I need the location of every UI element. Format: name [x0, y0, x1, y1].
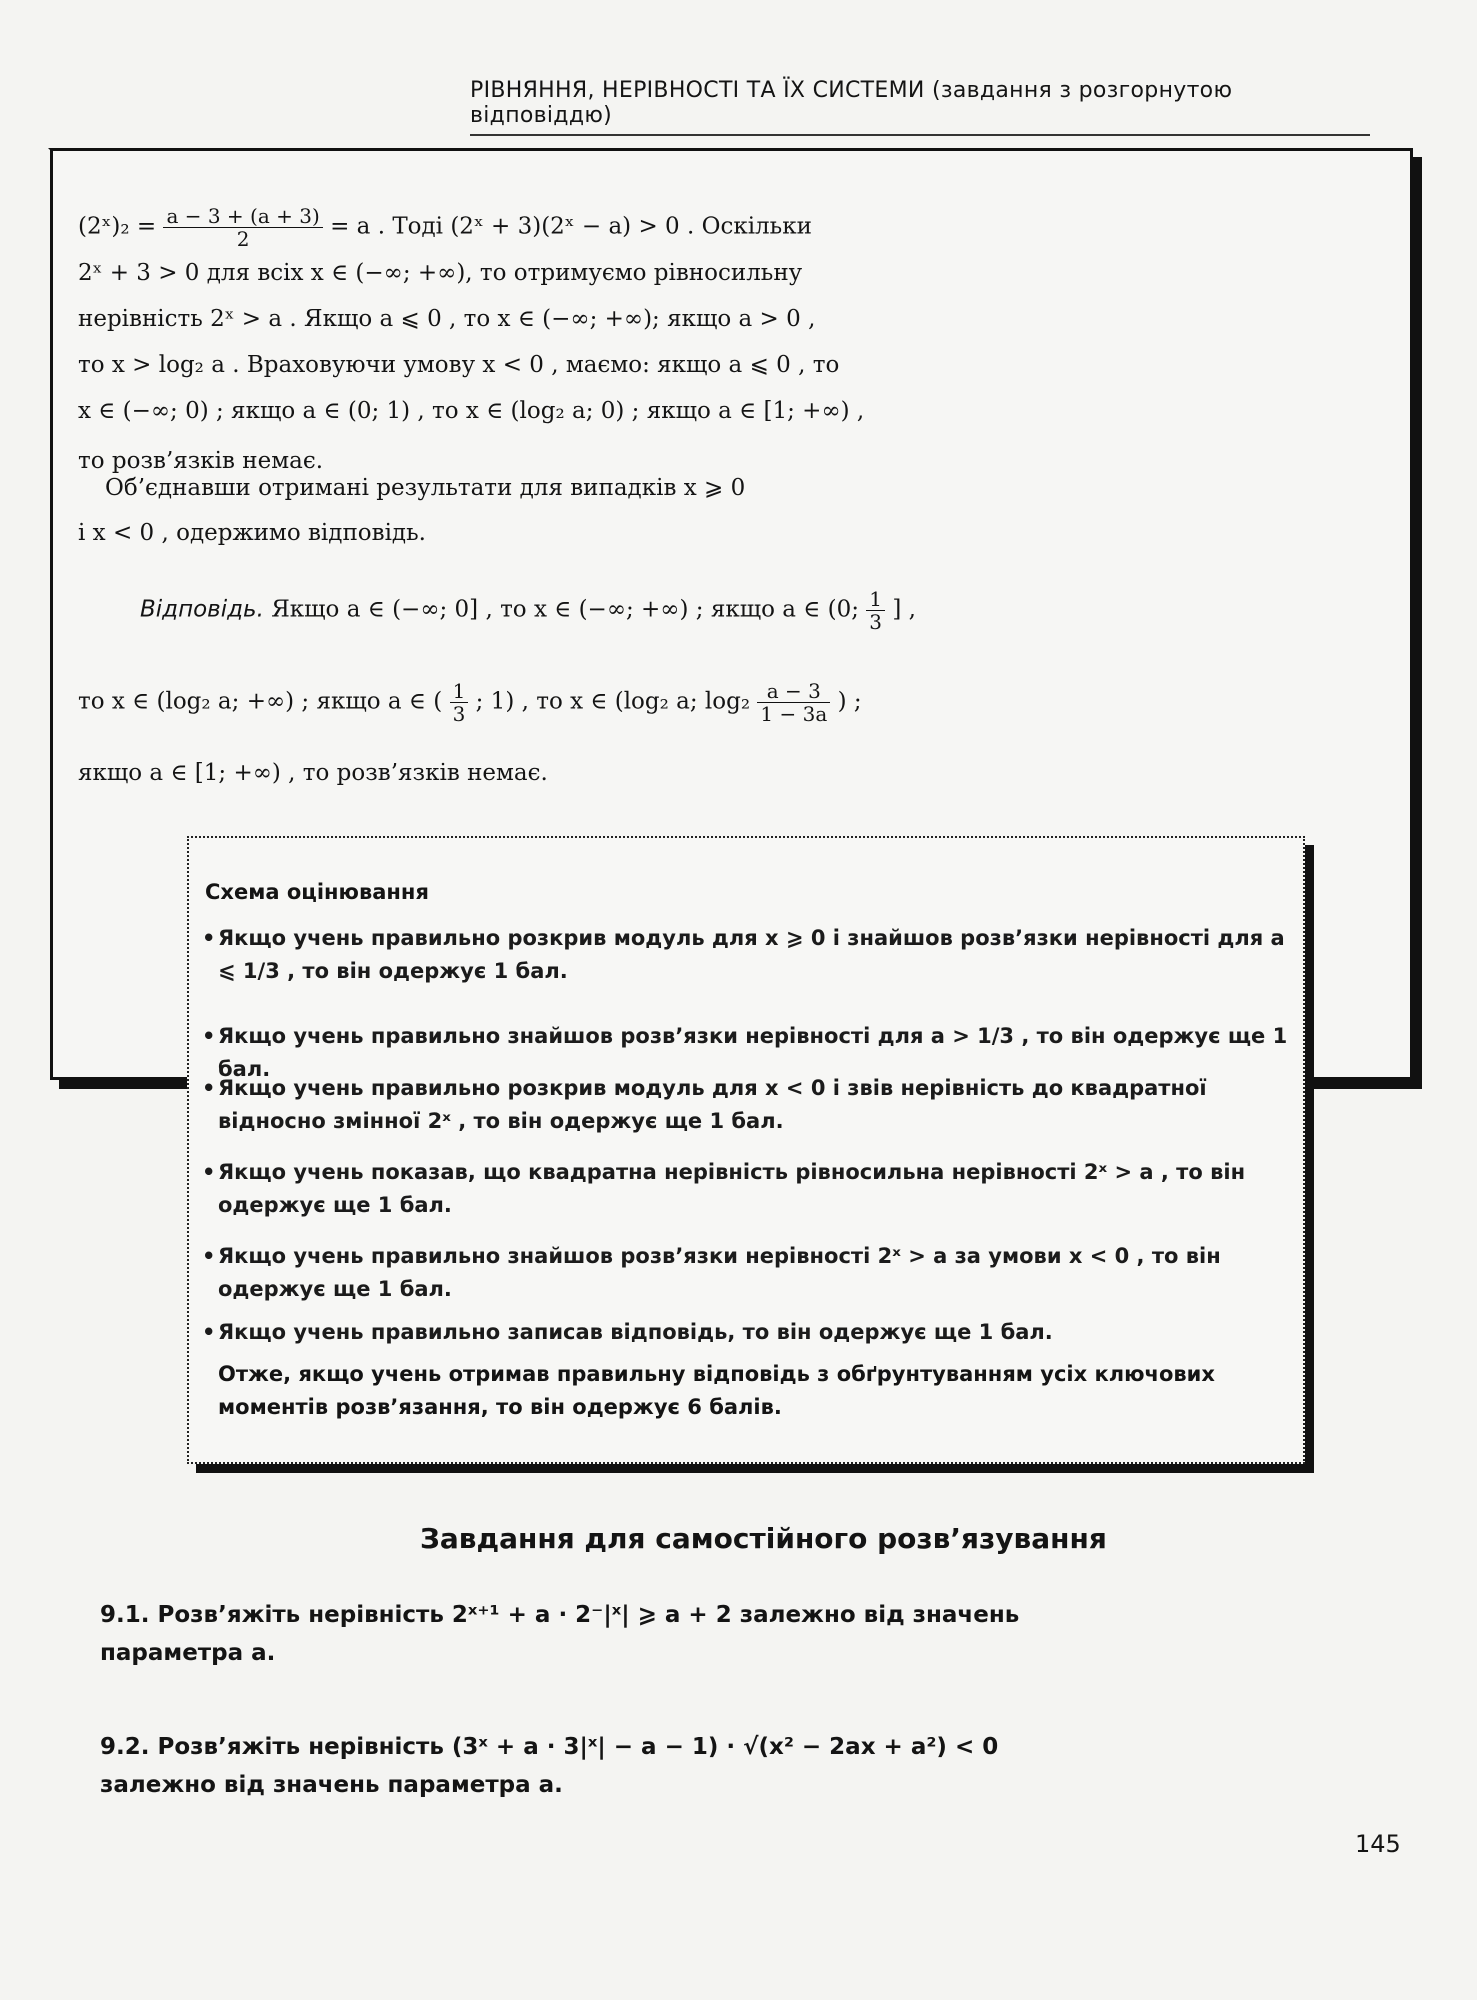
solution-line-1-post: = a . Тоді (2ˣ + 3)(2ˣ − a) > 0 . Оскільки: [330, 213, 812, 240]
page-header: РІВНЯННЯ, НЕРІВНОСТІ ТА ЇХ СИСТЕМИ (завдання з розгорнутою відповіддю): [470, 78, 1370, 136]
scheme-item: • Якщо учень показав, що квадратна нерівність рівносильна нерівності 2ˣ > a , то він одержує ще 1 бал.: [202, 1160, 1246, 1217]
scheme-item: • Якщо учень правильно розкрив модуль для x < 0 і звів нерівність до квадратної відносно змінної 2ˣ , то він одержує ще 1 бал.: [202, 1076, 1207, 1133]
fraction-numerator: 1: [450, 680, 469, 703]
solution-line-6: то розв’язків немає.: [78, 448, 324, 474]
answer-line-1-open: (0;: [827, 596, 859, 623]
scheme-item: • Якщо учень правильно знайшов розв’язки нерівності 2ˣ > a за умови x < 0 , то він одержує ще 1 бал.: [202, 1244, 1221, 1301]
answer-line-1-close: ] ,: [892, 596, 916, 623]
scheme-item-text: Якщо учень правильно знайшов розв’язки нерівності для a > 1/3 , то він одержує ще 1 бал.: [218, 1024, 1288, 1081]
fraction-numerator: a − 3: [757, 680, 830, 703]
answer-fraction-2: [450, 680, 469, 725]
scheme-item-text: Якщо учень показав, що квадратна нерівність рівносильна нерівності 2ˣ > a , то він одержує ще 1 бал.: [218, 1160, 1246, 1217]
solution-fraction: [163, 205, 322, 250]
grading-scheme-title: Схема оцінювання: [205, 880, 429, 904]
solution-line-5: x ∈ (−∞; 0) ; якщо a ∈ (0; 1) , то x ∈ (log₂ a; 0) ; якщо a ∈ [1; +∞) ,: [78, 398, 865, 424]
solution-line-8: і x < 0 , одержимо відповідь.: [78, 520, 426, 546]
fraction-numerator: a − 3 + (a + 3): [163, 205, 322, 228]
fraction-denominator: 2: [236, 227, 250, 251]
answer-line-2-post: ) ;: [837, 688, 862, 715]
answer-label: Відповідь.: [140, 596, 264, 623]
scheme-item-text: Якщо учень правильно розкрив модуль для x < 0 і звів нерівність до квадратної відносно змінної 2ˣ , то він одержує ще 1 бал.: [218, 1076, 1207, 1133]
answer-line-3: якщо a ∈ [1; +∞) , то розв’язків немає.: [78, 760, 548, 786]
solution-line-7: Об’єднавши отримані результати для випадків x ⩾ 0: [105, 475, 746, 501]
answer-line-1-pre: Якщо a ∈ (−∞; 0] , то x ∈ (−∞; +∞) ; якщо a ∈: [271, 596, 821, 623]
scheme-item: • Якщо учень правильно записав відповідь, то він одержує ще 1 бал.: [202, 1320, 1053, 1344]
scheme-summary: Отже, якщо учень отримав правильну відповідь з обґрунтуванням усіх ключових моментів розв’язання, то він одержує 6 балів.: [218, 1362, 1215, 1419]
answer-line-2-pre: то x ∈ (log₂ a; +∞) ; якщо a ∈: [78, 688, 426, 715]
scheme-item: • Якщо учень правильно знайшов розв’язки нерівності для a > 1/3 , то він одержує ще 1 бал.: [202, 1024, 1288, 1081]
scheme-item-text: Якщо учень правильно знайшов розв’язки нерівності 2ˣ > a за умови x < 0 , то він одержує ще 1 бал.: [218, 1244, 1221, 1301]
solution-line-2: 2ˣ + 3 > 0 для всіх x ∈ (−∞; +∞), то отримуємо рівносильну: [78, 260, 803, 286]
solution-line-3: нерівність 2ˣ > a . Якщо a ⩽ 0 , то x ∈ (−∞; +∞); якщо a > 0 ,: [78, 306, 816, 332]
answer-line-2: то x ∈ (log₂ a; +∞) ; якщо a ∈ ( $\frac{1}{3}$ ; 1) , то x ∈ (log₂ a; log₂ $\frac{a - 3}{1 - 3a}$ ) ;: [78, 679, 862, 726]
scheme-item: • Якщо учень правильно розкрив модуль для x ⩾ 0 і знайшов розв’язки нерівності для a ⩽ 1/3 , то він одержує 1 бал.: [202, 926, 1285, 983]
fraction-denominator: 1 − 3a: [760, 702, 828, 726]
answer-line-1: [140, 588, 1440, 633]
fraction-denominator: 3: [452, 702, 466, 726]
page-number: 145: [1355, 1830, 1401, 1858]
task-9-1: [100, 1596, 1100, 1672]
task-text: Розв’яжіть нерівність (3ˣ + a · 3|ˣ| − a − 1) · √(x² − 2ax + a²) < 0 залежно від значень параметра a.: [100, 1734, 999, 1798]
section-title: Завдання для самостійного розв’язування: [420, 1522, 1107, 1555]
task-text: Розв’яжіть нерівність 2ˣ⁺¹ + a · 2⁻|ˣ| ⩾ a + 2 залежно від значень параметра a.: [100, 1602, 1020, 1666]
solution-line-1-pre: (2ˣ)₂ =: [78, 213, 157, 240]
fraction-denominator: 3: [869, 610, 883, 634]
scheme-item-text: Якщо учень правильно записав відповідь, то він одержує ще 1 бал.: [218, 1320, 1053, 1344]
solution-line-4: то x > log₂ a . Враховуючи умову x < 0 , маємо: якщо a ⩽ 0 , то: [78, 352, 840, 378]
answer-line-2-mid: ; 1) , то x ∈ (log₂ a; log₂: [475, 688, 751, 715]
fraction-numerator: 1: [866, 588, 885, 611]
answer-fraction-1: [866, 588, 885, 633]
task-number: 9.1.: [100, 1602, 150, 1628]
scheme-item-text: Якщо учень правильно розкрив модуль для x ⩾ 0 і знайшов розв’язки нерівності для a ⩽ 1/3 , то він одержує 1 бал.: [218, 926, 1285, 983]
task-9-2: [100, 1728, 1100, 1804]
task-number: 9.2.: [100, 1734, 150, 1760]
answer-fraction-3: [757, 680, 830, 725]
solution-line-1: [78, 205, 1378, 250]
